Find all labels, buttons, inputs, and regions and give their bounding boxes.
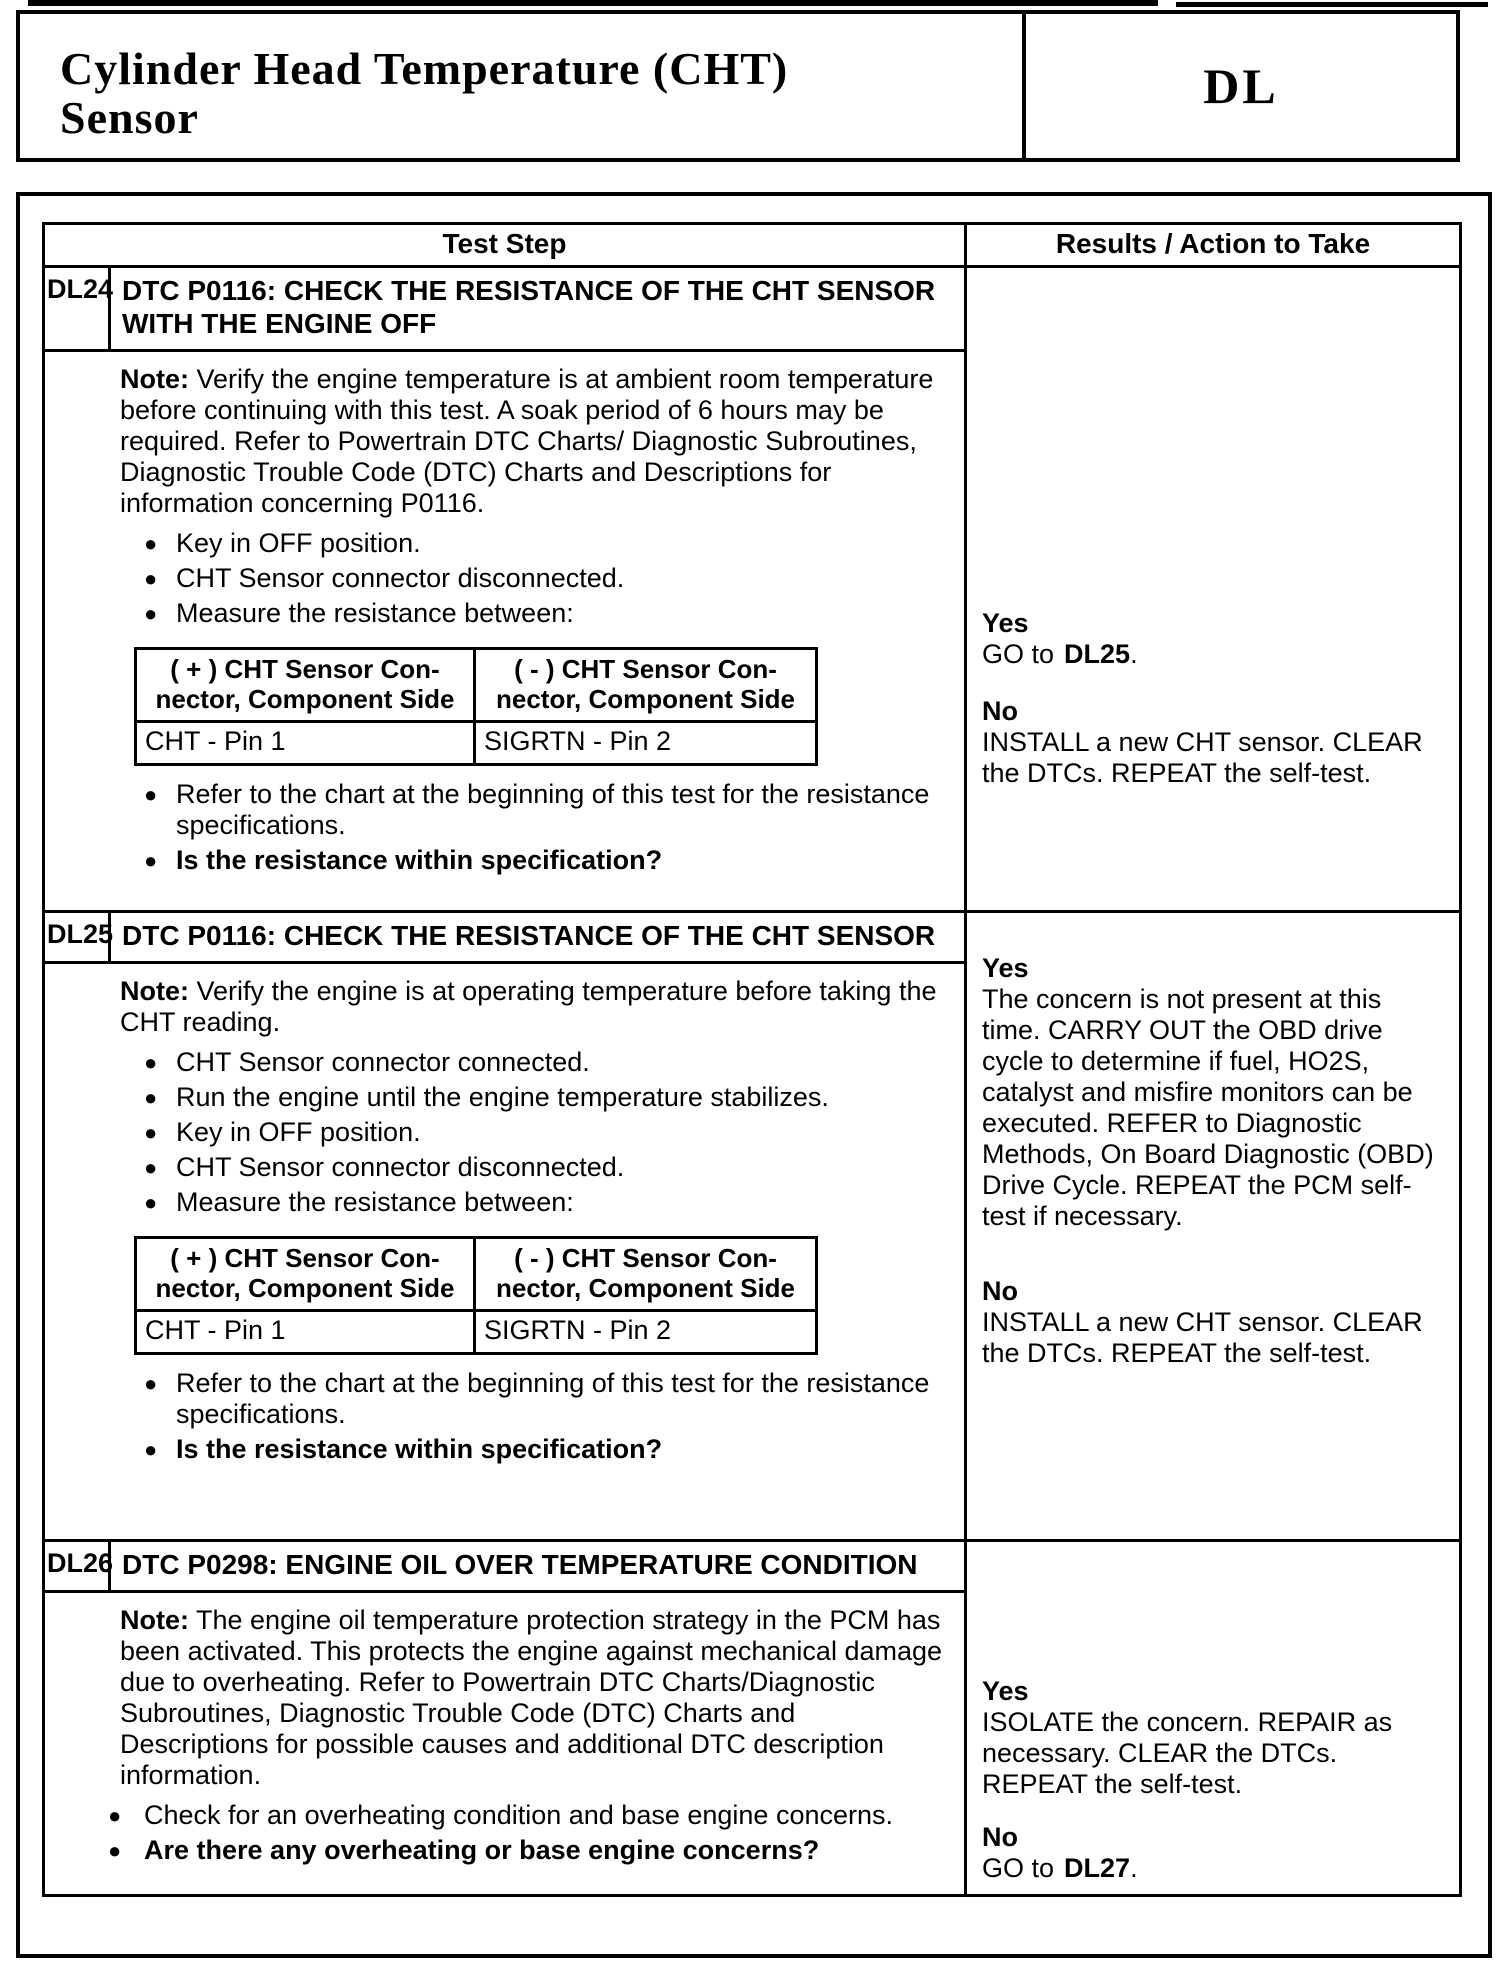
results-cell-dl25 — [967, 913, 1459, 1539]
result-no-block — [982, 1276, 1443, 1369]
bullet-icon: ● — [144, 601, 158, 626]
list-item — [134, 1152, 946, 1183]
page-title-line2: Sensor — [60, 92, 199, 143]
connector-header-minus-line2: nector, Component Side — [495, 1273, 796, 1303]
connector-header-plus — [137, 650, 476, 720]
column-header-test-step: Test Step — [45, 225, 967, 265]
connector-header-minus-line1: ( - ) CHT Sensor Con- — [514, 1243, 777, 1273]
step-title-strip-dl26 — [45, 1542, 964, 1593]
list-item — [134, 1187, 946, 1218]
connector-table-data-row — [137, 723, 815, 763]
step-title-dl24: DTC P0116: CHECK THE RESISTANCE OF THE CHT SENSOR WITH THE ENGINE OFF — [122, 275, 936, 339]
connector-pin-table — [134, 1236, 818, 1355]
connector-cell-plus: CHT - Pin 1 — [137, 723, 476, 763]
list-item-text: Key in OFF position. — [176, 1117, 421, 1147]
no-action: INSTALL a new CHT sensor. CLEAR the DTCs. REPEAT the self-test. — [982, 1307, 1423, 1368]
connector-header-minus — [476, 650, 815, 720]
note-label: Note: — [120, 1605, 189, 1635]
note-text: Verify the engine temperature is at ambient room temperature before continuing with this test. A soak period of 6 hours may be required. Refer to Powertrain DTC Charts/ Diagnostic Subroutines, Diagnostic Trouble Code (DTC) Charts and Descriptions for information concerning P0116. — [120, 364, 934, 518]
note-label: Note: — [120, 976, 189, 1006]
column-header-results: Results / Action to Take — [1055, 228, 1371, 259]
bullet-icon: ● — [144, 1371, 158, 1396]
list-item — [134, 1047, 946, 1078]
list-item — [134, 1117, 946, 1148]
page-title — [60, 44, 1022, 142]
step-title-dl25: DTC P0116: CHECK THE RESISTANCE OF THE CHT SENSOR — [122, 920, 936, 951]
page-header-box — [16, 10, 1460, 162]
no-action-text: GO to — [982, 1853, 1055, 1883]
connector-header-plus-line2: nector, Component Side — [155, 684, 455, 714]
section-code: DL — [1203, 58, 1279, 114]
note-text: Verify the engine is at operating temperature before taking the CHT reading. — [120, 976, 937, 1037]
list-item-text: CHT Sensor connector connected. — [176, 1047, 590, 1077]
list-item — [134, 563, 946, 594]
yes-goto-reference: DL25 — [1064, 639, 1131, 669]
step-id-dl26: DL26 — [45, 1542, 111, 1590]
connector-header-plus — [137, 1239, 476, 1309]
step-id-dl24: DL24 — [45, 268, 111, 349]
list-item — [134, 528, 946, 559]
bullet-icon: ● — [144, 1155, 158, 1180]
bullet-icon: ● — [144, 1085, 158, 1110]
connector-cell-minus: SIGRTN - Pin 2 — [484, 726, 672, 756]
results-cell-dl26 — [967, 1542, 1459, 1894]
table-row-dl25 — [45, 913, 1459, 1542]
section-code-cell — [1022, 14, 1456, 158]
list-item-text: Check for an overheating condition and base engine concerns. — [144, 1800, 893, 1830]
bullet-icon: ● — [144, 1120, 158, 1145]
scan-artifact — [28, 0, 1158, 6]
list-item-text: Run the engine until the engine temperature stabilizes. — [176, 1082, 829, 1112]
bullet-icon: ● — [144, 1050, 158, 1075]
scan-artifact — [1176, 2, 1488, 7]
connector-table-header-row — [137, 650, 815, 723]
question-text: Are there any overheating or base engine concerns? — [144, 1835, 820, 1865]
yes-label: Yes — [982, 953, 1029, 983]
diagnostic-table — [42, 222, 1462, 1897]
connector-table-data-row — [137, 1312, 815, 1352]
no-action: INSTALL a new CHT sensor. CLEAR the DTCs. REPEAT the self-test. — [982, 727, 1423, 788]
table-row-dl26 — [45, 1542, 1459, 1894]
yes-label: Yes — [982, 608, 1029, 638]
page-title-line1: Cylinder Head Temperature (CHT) — [60, 43, 789, 94]
connector-header-minus-line1: ( - ) CHT Sensor Con- — [514, 654, 777, 684]
connector-cell-plus: CHT - Pin 1 — [137, 1312, 476, 1352]
result-yes-block — [982, 608, 1443, 670]
question-item — [134, 845, 946, 876]
bullet-icon: ● — [144, 531, 158, 556]
results-cell-dl24 — [967, 268, 1459, 910]
yes-action — [982, 639, 1443, 670]
yes-action: The concern is not present at this time. CARRY OUT the OBD drive cycle to determine if fuel, HO2S, catalyst and misfire monitors can be executed. REFER to Diagnostic Methods, On Board Diagnostic (OBD) Drive Cycle. REPEAT the PCM self-test if necessary. — [982, 984, 1434, 1231]
test-step-cell-dl26 — [45, 1542, 967, 1894]
no-label: No — [982, 696, 1018, 726]
connector-pin-table — [134, 647, 818, 766]
result-yes-block — [982, 953, 1443, 1232]
table-row-dl24 — [45, 268, 1459, 913]
result-no-block — [982, 1822, 1443, 1884]
list-item — [134, 598, 946, 629]
question-text: Is the resistance within specification? — [176, 845, 663, 875]
list-item — [134, 1082, 946, 1113]
test-step-cell-dl24 — [45, 268, 967, 910]
connector-header-minus — [476, 1239, 815, 1309]
test-step-cell-dl25 — [45, 913, 967, 1539]
yes-label: Yes — [982, 1676, 1029, 1706]
list-item-text: CHT Sensor connector disconnected. — [176, 1152, 625, 1182]
list-item — [134, 779, 946, 841]
no-label: No — [982, 1276, 1018, 1306]
connector-cell-minus: SIGRTN - Pin 2 — [484, 1315, 672, 1345]
list-item-text: CHT Sensor connector disconnected. — [176, 563, 625, 593]
note-paragraph — [120, 364, 946, 519]
step-title-dl26: DTC P0298: ENGINE OIL OVER TEMPERATURE CONDITION — [122, 1549, 918, 1580]
note-paragraph — [120, 1605, 946, 1791]
note-text: The engine oil temperature protection strategy in the PCM has been activated. This protects the engine against mechanical damage due to overheating. Refer to Powertrain DTC Charts/Diagnostic Subroutines, Diagnostic Trouble Code (DTC) Charts and Descriptions for possible causes and additional DTC description information. — [120, 1605, 943, 1790]
question-item — [134, 1434, 946, 1465]
connector-header-minus-line2: nector, Component Side — [495, 684, 796, 714]
bullet-icon: ● — [144, 848, 158, 873]
step-body-dl25 — [45, 964, 964, 1539]
yes-action: ISOLATE the concern. REPAIR as necessary. CLEAR the DTCs. REPEAT the self-test. — [982, 1707, 1393, 1799]
bullet-icon: ● — [144, 566, 158, 591]
bullet-icon: ● — [144, 1190, 158, 1215]
connector-header-plus-line2: nector, Component Side — [155, 1273, 455, 1303]
yes-action-text: GO to — [982, 639, 1055, 669]
note-label: Note: — [120, 364, 189, 394]
step-title-strip-dl24 — [45, 268, 964, 352]
list-item-text: Measure the resistance between: — [176, 1187, 574, 1217]
table-header-row — [45, 225, 1459, 268]
bullet-icon: ● — [144, 1437, 158, 1462]
content-box — [16, 192, 1492, 1958]
yes-action-punct: . — [1130, 639, 1138, 669]
list-item-text: Key in OFF position. — [176, 528, 421, 558]
no-action — [982, 1853, 1443, 1884]
result-no-block — [982, 696, 1443, 789]
question-text: Is the resistance within specification? — [176, 1434, 663, 1464]
page-title-cell — [20, 14, 1022, 158]
list-item — [134, 1368, 946, 1430]
bullet-icon: ● — [108, 1803, 122, 1828]
no-action-punct: . — [1130, 1853, 1138, 1883]
step-title-strip-dl25 — [45, 913, 964, 964]
step-body-dl24 — [45, 352, 964, 910]
bullet-icon: ● — [108, 1838, 122, 1863]
result-yes-block — [982, 1676, 1443, 1800]
list-item — [98, 1800, 946, 1831]
no-label: No — [982, 1822, 1018, 1852]
connector-header-plus-line1: ( + ) CHT Sensor Con- — [170, 1243, 440, 1273]
list-item-text: Refer to the chart at the beginning of this test for the resistance specifications. — [176, 779, 930, 840]
connector-table-header-row — [137, 1239, 815, 1312]
list-item-text: Refer to the chart at the beginning of this test for the resistance specifications. — [176, 1368, 930, 1429]
note-paragraph — [120, 976, 946, 1038]
bullet-icon: ● — [144, 782, 158, 807]
connector-header-plus-line1: ( + ) CHT Sensor Con- — [170, 654, 440, 684]
list-item-text: Measure the resistance between: — [176, 598, 574, 628]
question-item — [98, 1835, 946, 1866]
no-goto-reference: DL27 — [1064, 1853, 1131, 1883]
step-id-dl25: DL25 — [45, 913, 111, 961]
step-body-dl26 — [45, 1593, 964, 1894]
